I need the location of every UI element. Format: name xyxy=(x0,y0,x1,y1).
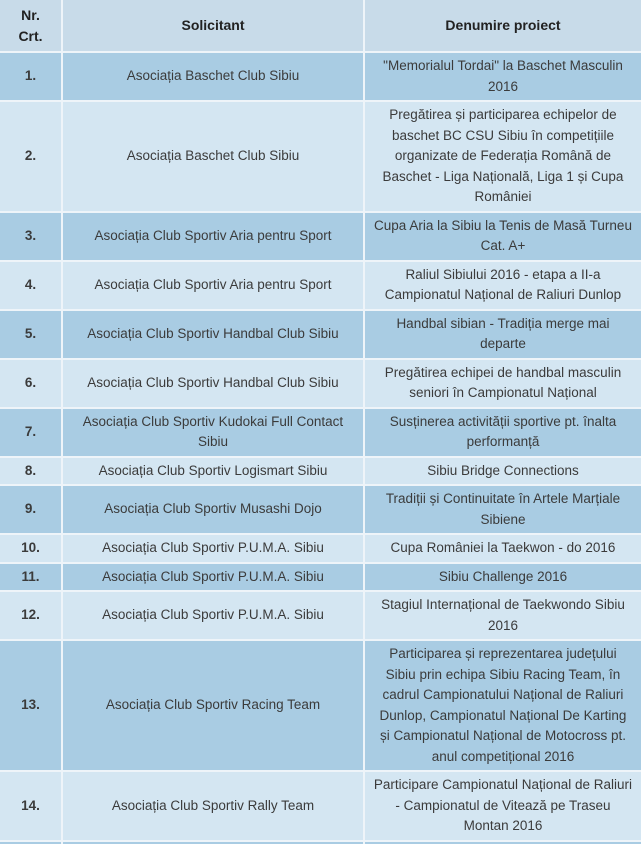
solicitant-cell: Asociația Club Sportiv P.U.M.A. Sibiu xyxy=(62,563,364,592)
solicitant-cell: Asociația Club Sportiv P.U.M.A. Sibiu xyxy=(62,534,364,563)
solicitant-cell: Asociația Club Sportiv Musashi Dojo xyxy=(62,485,364,534)
solicitant-cell: Asociația Club Sportiv Aria pentru Sport xyxy=(62,261,364,310)
table-row xyxy=(0,534,641,563)
proiect-cell: Pregătirea și participarea echipelor de baschet BC CSU Sibiu în competițiile organizate de Federația Română de Baschet - Liga Națională, Liga 1 și Cupa României xyxy=(364,101,641,212)
solicitant-cell: Asociația Club Sportiv P.U.M.A. Sibiu xyxy=(62,591,364,640)
solicitant-cell xyxy=(62,841,364,844)
table-row xyxy=(0,212,641,261)
table-row xyxy=(0,261,641,310)
row-number-cell: 14. xyxy=(0,771,62,841)
proiect-cell: Tradiții și Continuitate în Artele Marțiale Sibiene xyxy=(364,485,641,534)
solicitant-cell: Asociația Club Sportiv Rally Team xyxy=(62,771,364,841)
solicitant-cell: Asociația Club Sportiv Kudokai Full Contact Sibiu xyxy=(62,408,364,457)
col-header-solicitant: Solicitant xyxy=(62,0,364,52)
proiect-cell: Participarea și reprezentarea județului Sibiu prin echipa Sibiu Racing Team, în cadrul Campionatului Național de Raliuri Dunlop, Campionatul Național De Karting și Campionatul Național de Motocross pt. anul competițional 2016 xyxy=(364,640,641,771)
table-row xyxy=(0,310,641,359)
proiect-cell: Pregătirea echipei de handbal masculin seniori în Campionatul Național xyxy=(364,359,641,408)
proiect-cell: Handbal sibian - Tradiția merge mai departe xyxy=(364,310,641,359)
solicitant-cell: Asociația Club Sportiv Handbal Club Sibiu xyxy=(62,310,364,359)
row-number-cell xyxy=(0,841,62,844)
row-number-cell: 8. xyxy=(0,457,62,486)
solicitant-cell: Asociația Club Sportiv Racing Team xyxy=(62,640,364,771)
table-row xyxy=(0,408,641,457)
table-row xyxy=(0,485,641,534)
row-number-cell: 2. xyxy=(0,101,62,212)
row-number-cell: 7. xyxy=(0,408,62,457)
solicitant-cell: Asociația Club Sportiv Aria pentru Sport xyxy=(62,212,364,261)
table-row xyxy=(0,52,641,101)
row-number-cell: 9. xyxy=(0,485,62,534)
proiect-cell: "Memorialul Tordai" la Baschet Masculin 2016 xyxy=(364,52,641,101)
row-number-cell: 12. xyxy=(0,591,62,640)
table-header-row xyxy=(0,0,641,52)
proiect-cell: Cupa României la Taekwon - do 2016 xyxy=(364,534,641,563)
proiect-cell: Stagiul Internațional de Taekwondo Sibiu 2016 xyxy=(364,591,641,640)
table-row xyxy=(0,591,641,640)
col-header-nr: Nr. Crt. xyxy=(0,0,62,52)
row-number-cell: 6. xyxy=(0,359,62,408)
proiect-cell: Susținerea activității sportive pt. înalta performanță xyxy=(364,408,641,457)
solicitant-cell: Asociația Club Sportiv Logismart Sibiu xyxy=(62,457,364,486)
proiect-cell xyxy=(364,841,641,844)
table-row xyxy=(0,640,641,771)
table-row-partial xyxy=(0,841,641,844)
table-row xyxy=(0,101,641,212)
solicitant-cell: Asociația Baschet Club Sibiu xyxy=(62,101,364,212)
table-row xyxy=(0,563,641,592)
row-number-cell: 1. xyxy=(0,52,62,101)
proiect-cell: Sibiu Bridge Connections xyxy=(364,457,641,486)
row-number-cell: 4. xyxy=(0,261,62,310)
proiect-cell: Raliul Sibiului 2016 - etapa a II-a Campionatul Național de Raliuri Dunlop xyxy=(364,261,641,310)
row-number-cell: 11. xyxy=(0,563,62,592)
solicitant-cell: Asociația Club Sportiv Handbal Club Sibiu xyxy=(62,359,364,408)
solicitant-cell: Asociația Baschet Club Sibiu xyxy=(62,52,364,101)
col-header-proiect: Denumire proiect xyxy=(364,0,641,52)
row-number-cell: 5. xyxy=(0,310,62,359)
table-row xyxy=(0,457,641,486)
proiect-cell: Sibiu Challenge 2016 xyxy=(364,563,641,592)
table-row xyxy=(0,771,641,841)
row-number-cell: 10. xyxy=(0,534,62,563)
row-number-cell: 3. xyxy=(0,212,62,261)
table-row xyxy=(0,359,641,408)
proiect-cell: Participare Campionatul Național de Raliuri - Campionatul de Vitează pe Traseu Montan 2016 xyxy=(364,771,641,841)
proiect-cell: Cupa Aria la Sibiu la Tenis de Masă Turneu Cat. A+ xyxy=(364,212,641,261)
row-number-cell: 13. xyxy=(0,640,62,771)
